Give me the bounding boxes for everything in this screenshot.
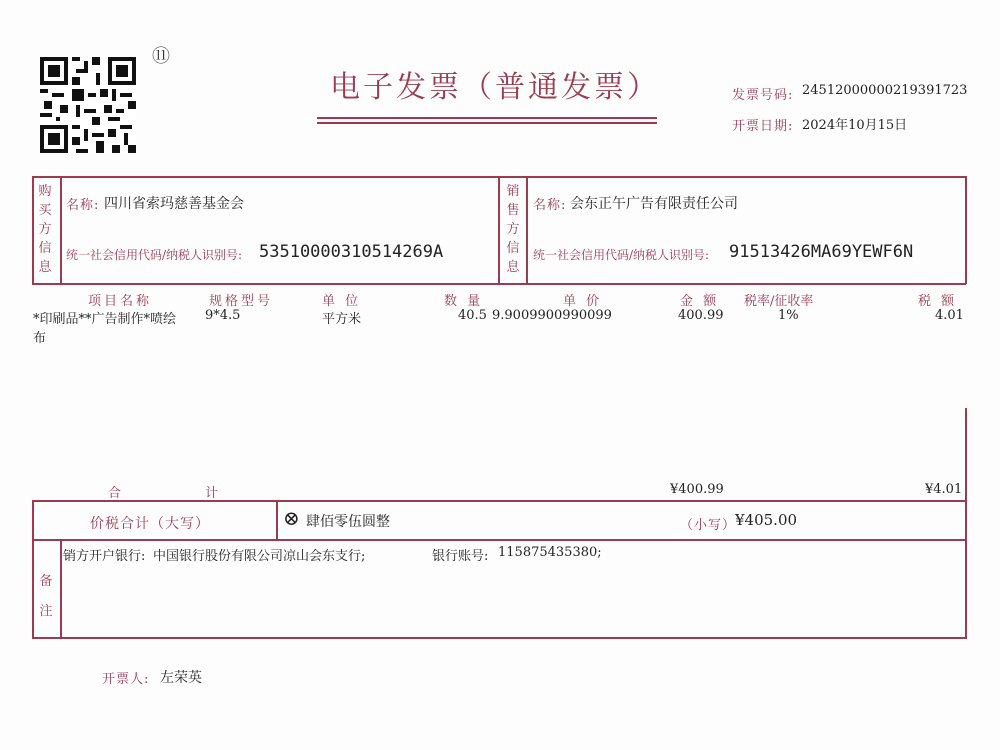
grand-total-label: 价税合计（大写） (90, 516, 210, 532)
col-price: 单 价 (563, 294, 603, 309)
qr-code (40, 57, 136, 153)
col-rate: 税率/征收率 (744, 294, 814, 309)
item-price: 9.9009900990099 (492, 308, 612, 323)
title-underline-2 (317, 122, 657, 124)
buyer-side-label: 购买方信息 (38, 184, 52, 275)
issuer-label: 开票人: (102, 672, 150, 687)
total-tax: ¥4.01 (925, 482, 963, 497)
seller-name: 会东正午广告有限责任公司 (570, 196, 738, 212)
buyer-tax-label: 统一社会信用代码/纳税人识别号: (66, 248, 243, 262)
item-spec: 9*4.5 (205, 308, 241, 323)
item-tax: 4.01 (935, 308, 964, 323)
bank-label: 销方开户银行: (63, 549, 146, 564)
invoice-title: 电子发票（普通发票） (330, 70, 660, 105)
buyer-tax-id: 53510000310514269A (259, 242, 444, 262)
seller-tax-label: 统一社会信用代码/纳税人识别号: (533, 248, 710, 262)
bank-name: 中国银行股份有限公司凉山会东支行; (153, 549, 366, 564)
grand-total-lower: ¥405.00 (735, 511, 798, 529)
item-name-line1: *印刷品**广告制作*喷绘 (33, 312, 177, 327)
col-amount: 金 额 (680, 294, 720, 309)
item-name-line2: 布 (33, 331, 47, 346)
grand-total-upper: 肆佰零伍圆整 (306, 514, 390, 530)
col-qty: 数 量 (444, 294, 484, 309)
seller-name-label: 名称: (533, 198, 567, 213)
account-label: 银行账号: (432, 549, 489, 564)
col-spec: 规格型号 (209, 294, 274, 309)
title-underline-1 (317, 117, 657, 119)
buyer-name-label: 名称: (66, 198, 100, 213)
col-item: 项目名称 (88, 294, 153, 309)
grand-total-symbol: ⊗ (283, 506, 300, 530)
seller-tax-id: 91513426MA69YEWF6N (729, 242, 914, 262)
col-unit: 单 位 (322, 294, 362, 309)
remarks-side-label: 备注 (39, 574, 53, 619)
corner-mark: ⑪ (152, 46, 170, 67)
invoice-no-label: 发票号码: (732, 88, 794, 103)
item-qty: 40.5 (458, 308, 487, 323)
grand-total-lower-label: （小写） (680, 518, 737, 533)
invoice-no: 24512000000219391723 (802, 83, 968, 98)
issue-date: 2024年10月15日 (802, 118, 908, 133)
issuer-name: 左荣英 (160, 670, 202, 686)
item-rate: 1% (778, 308, 799, 323)
total-amount: ¥400.99 (670, 482, 724, 497)
issue-date-label: 开票日期: (732, 119, 794, 134)
item-unit: 平方米 (322, 312, 362, 327)
item-amount: 400.99 (678, 308, 724, 323)
total-label: 合 计 (108, 486, 259, 501)
seller-side-label: 销售方信息 (506, 184, 520, 275)
col-tax: 税 额 (918, 294, 958, 309)
account-no: 115875435380; (498, 545, 602, 560)
buyer-name: 四川省索玛慈善基金会 (104, 196, 244, 212)
